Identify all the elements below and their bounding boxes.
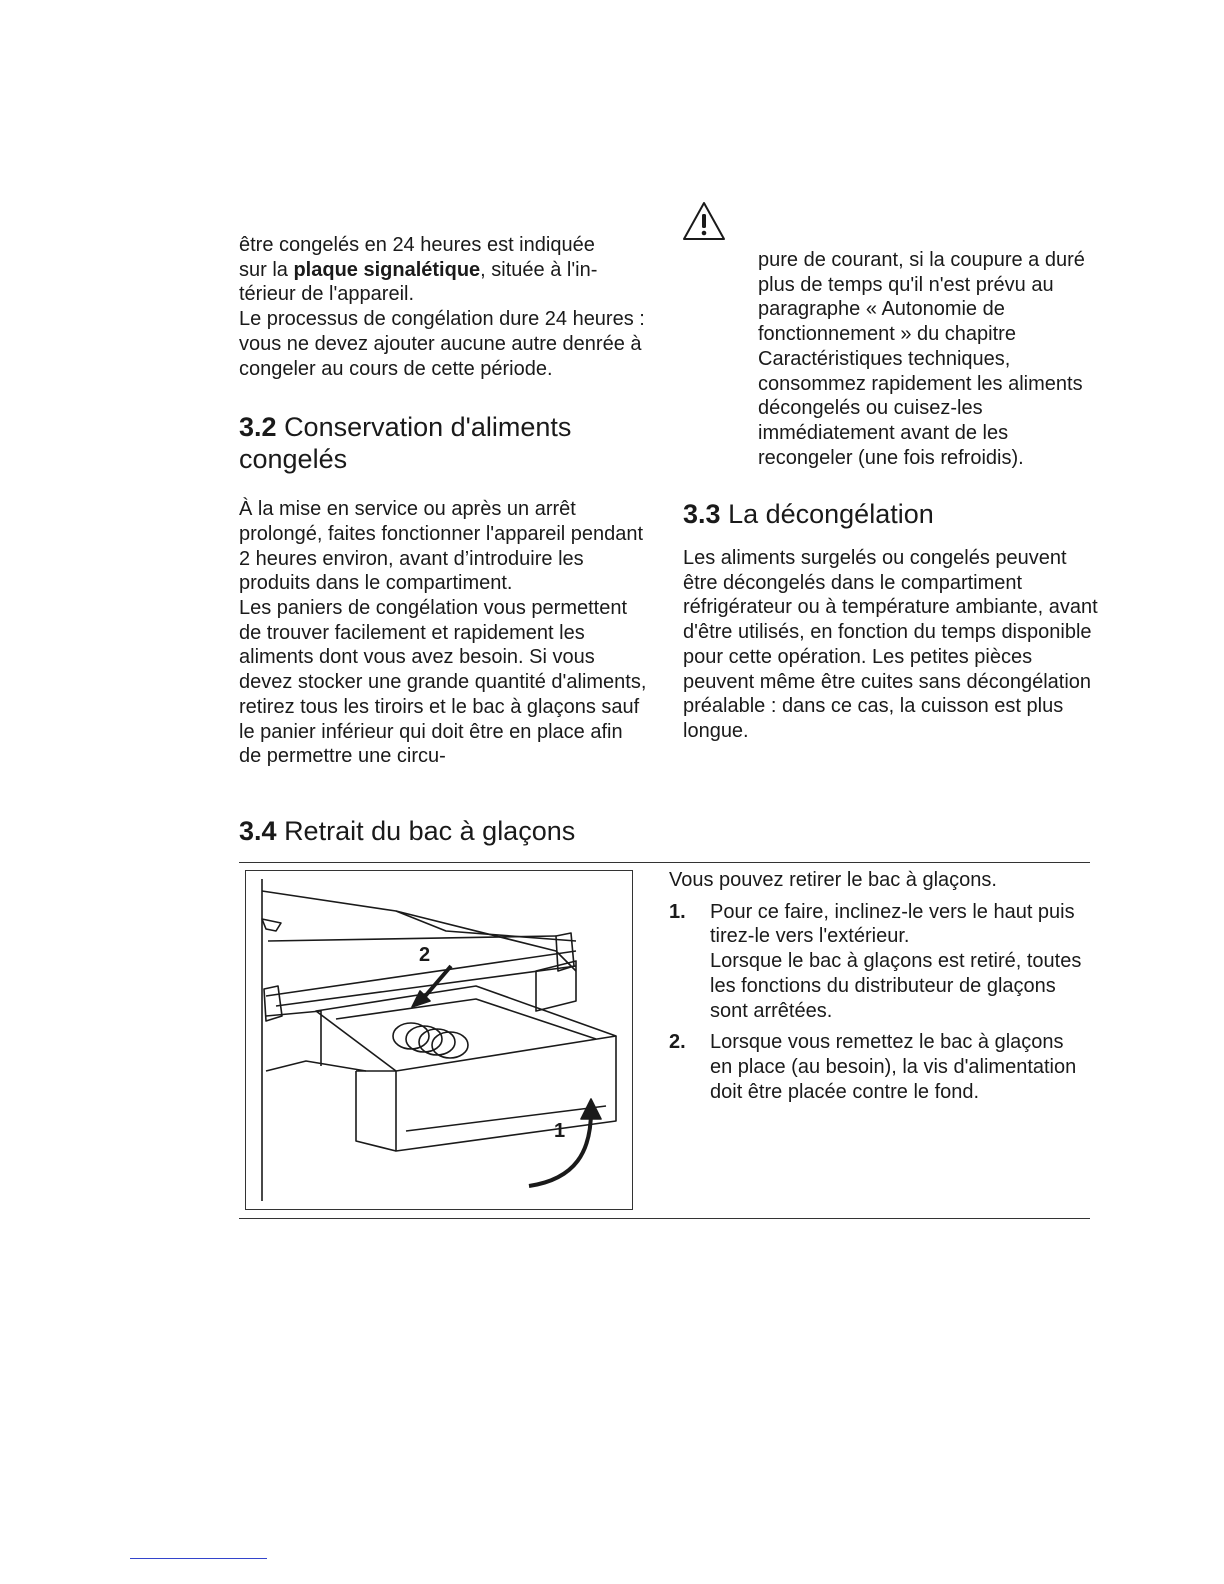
step-2-text: Lorsque vous remettez le bac à glaçons en place (au besoin), la vis d'alimentation doit être placée contre le fond. <box>710 1031 1077 1103</box>
step-1-note: Lorsque le bac à glaçons est retiré, toutes les fonctions du distributeur de glaçons sont arrêtées. <box>710 950 1082 1022</box>
section-3-3-para: Les aliments surgelés ou congelés peuvent être décongelés dans le compartiment réfrigérateur ou à température ambiante, avant d'être utilisés, en fonction du temps disponible pour cette opération. Les petites pièces peuvent même être cuites sans décongélation préalable : dans ce cas, la cuisson est plus longue. <box>683 547 1098 742</box>
rating-plate-term: plaque signalétique <box>293 258 481 281</box>
intro-line-2: sur la <box>239 258 294 281</box>
intro-line-3: , située à l'in- <box>480 258 598 281</box>
section-3-3-title: La décongélation <box>728 499 934 529</box>
left-column <box>239 233 649 769</box>
section-3-4-number: 3.4 <box>239 816 277 846</box>
section-3-3-body <box>683 546 1103 744</box>
table-top-rule <box>239 862 1090 863</box>
section-3-4-title: Retrait du bac à glaçons <box>284 816 576 846</box>
ice-tray-illustration <box>245 870 633 1210</box>
intro-line-1: être congelés en 24 heures est indiquée <box>239 234 595 256</box>
section-3-4-text <box>669 868 1089 1104</box>
table-bottom-rule <box>239 1218 1090 1219</box>
section-3-4-intro: Vous pouvez retirer le bac à glaçons. <box>669 869 997 891</box>
arrow-label-2: 2 <box>419 944 431 966</box>
section-3-3-number: 3.3 <box>683 499 721 529</box>
step-1-number: 1. <box>669 900 686 923</box>
step-2-number: 2. <box>669 1031 686 1054</box>
step-1 <box>669 900 1089 949</box>
warning-text: pure de courant, si la coupure a duré plus de temps qu'il n'est prévu au paragraphe « Autonomie de fonctionnement » du chapitre Caractéristiques techniques, consommez rapidement les aliments décongelés ou cuisez-les immédiatement avant de les recongeler (une fois refroidis). <box>758 249 1085 469</box>
section-3-2-para-2: Les paniers de congélation vous permettent de trouver facilement et rapidement les aliments dont vous avez besoin. Si vous devez stocker une grande quantité d'aliments, retirez tous les tiroirs et le bac à glaçons sauf le panier inférieur qui doit être en place afin de permettre une circu- <box>239 597 647 768</box>
intro-line-4: térieur de l'appareil. <box>239 283 415 306</box>
section-3-3-heading <box>683 498 1103 530</box>
intro-paragraph <box>239 233 649 307</box>
ice-tray-drawing <box>246 871 632 1209</box>
step-2 <box>669 1030 1089 1104</box>
section-3-2-para-1: À la mise en service ou après un arrêt prolongé, faites fonctionner l'appareil pendant 2 heures environ, avant d’introduire les produits dans le compartiment. <box>239 498 644 595</box>
freezing-process-paragraph: Le processus de congélation dure 24 heures : vous ne devez ajouter aucune autre denrée à congeler au cours de cette période. <box>239 308 645 380</box>
footer-link-line[interactable] <box>130 1558 267 1559</box>
warning-icon <box>681 200 727 242</box>
arrow-label-1: 1 <box>554 1120 566 1142</box>
section-3-4-heading <box>239 815 839 847</box>
step-1-text: Pour ce faire, inclinez-le vers le haut puis tirez-le vers l'extérieur. <box>710 900 1075 948</box>
section-3-2-number: 3.2 <box>239 412 277 443</box>
section-3-2-heading <box>239 411 649 475</box>
section-3-2-title: Conservation d'aliments congelés <box>239 412 572 475</box>
